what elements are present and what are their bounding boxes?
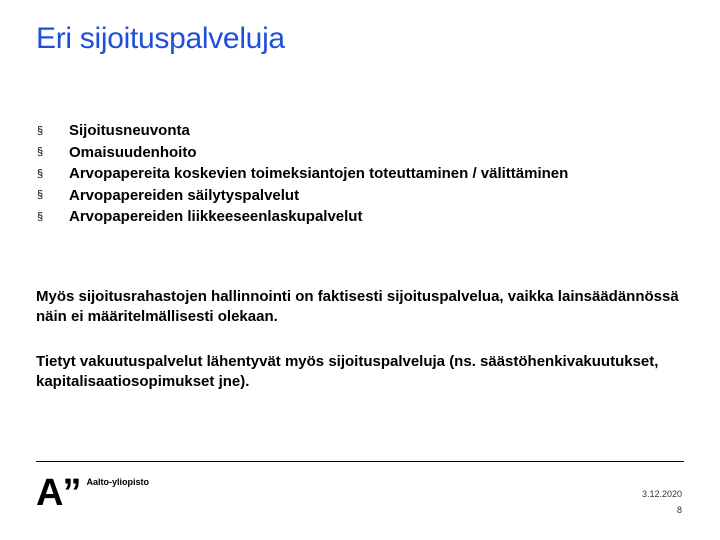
footer-divider — [36, 461, 684, 462]
bullet-marker: § — [37, 210, 44, 223]
bullet-text: Omaisuudenhoito — [69, 143, 197, 161]
bullet-text: Arvopapereiden säilytyspalvelut — [69, 186, 300, 204]
paragraph-insurance-services: Tietyt vakuutuspalvelut lähentyvät myös sijoituspalveluja (ns. säästöhenkivakuutukset, kapitalisaatiosopimukset jne). — [36, 353, 659, 390]
bullet-marker: § — [37, 124, 44, 137]
aalto-logo-mark: A” — [36, 472, 81, 514]
slide-date: 3.12.2020 — [641, 489, 682, 499]
bullet-text: Arvopapereiden liikkeeseenlaskupalvelut — [69, 208, 363, 226]
slide-title: Eri sijoituspalveluja — [36, 22, 285, 55]
paragraph-investment-funds: Myös sijoitusrahastojen hallinnointi on faktisesti sijoituspalvelua, vaikka lainsäädännössä näin ei määritelmällisesti olekaan. — [36, 288, 679, 325]
bullet-marker: § — [37, 146, 44, 159]
page-number: 8 — [676, 505, 682, 515]
bullet-list — [37, 120, 568, 228]
aalto-logo-text: Aalto-yliopisto — [86, 477, 149, 487]
bullet-item — [37, 120, 568, 142]
bullet-item — [37, 142, 568, 164]
bullet-item — [37, 206, 568, 228]
bullet-item — [37, 185, 568, 207]
bullet-text: Arvopapereita koskevien toimeksiantojen toteuttaminen / välittäminen — [69, 165, 569, 183]
bullet-marker: § — [37, 189, 44, 202]
bullet-text: Sijoitusneuvonta — [69, 122, 190, 140]
aalto-logo — [36, 472, 149, 514]
bullet-marker: § — [37, 167, 44, 180]
bullet-item — [37, 163, 568, 185]
